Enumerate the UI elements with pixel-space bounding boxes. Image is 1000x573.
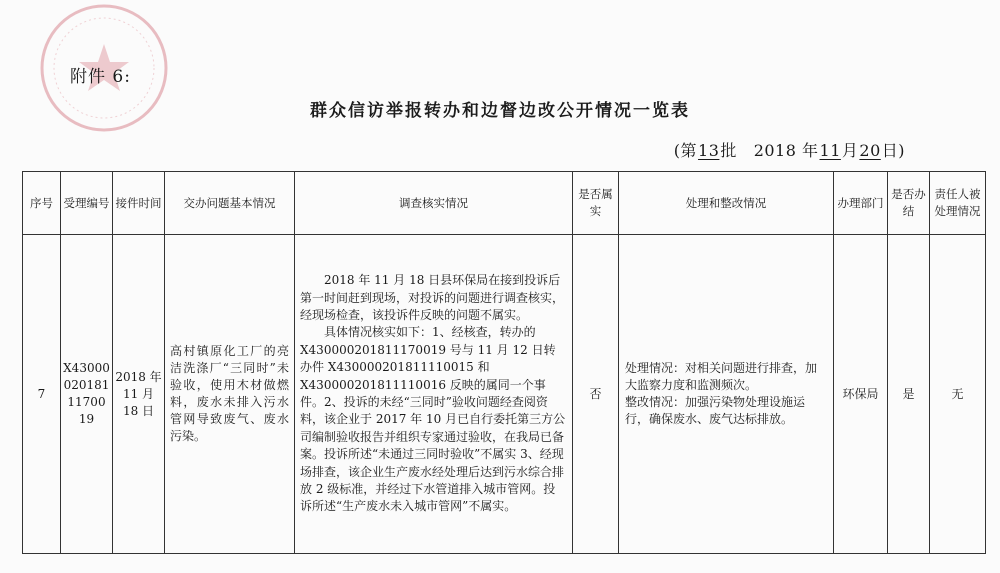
cell-investigation [295,235,573,554]
col-header-handling: 处理和整改情况 [619,172,834,235]
col-header-department: 办理部门 [834,172,888,235]
cell-responsible: 无 [930,235,986,554]
month-suffix: 月 [841,141,859,160]
cell-basic: 高村镇原化工厂的亮洁洗涤厂“三同时”未验收，使用木材做燃料，废水未排入污水管网导致废气、废水污染。 [165,235,295,554]
cell-department: 环保局 [834,235,888,554]
col-header-responsible: 责任人被处理情况 [930,172,986,235]
investigation-paragraph-2: 具体情况核实如下：1、经核查，转办的 X430000201811170019 号与 11 月 12 日转办件 X430000201811110015 和 X430000201811110016 反映的属同一个事件。2、投诉的未经“三同时”验收问题经查阅资料，该企业于 2017 年 10 月已自行委托第三方公司编制验收报告并组织专家通过验收，在我局已备案。投诉所述“未通过三同时验收”不属实 3、经现场排查，该企业生产废水经处理后达到污水综合排放 2 级标准，并经过下水管道排入城市管网。投诉所述“生产废水未入城市管网”不属实。 [300,325,566,514]
cell-case-no: X4300002018111700 19 [61,235,113,554]
batch-date-line [674,138,905,161]
complaint-table [22,171,986,554]
col-header-completed: 是否办结 [888,172,930,235]
col-header-case-no: 受理编号 [61,172,113,235]
col-header-verified: 是否属实 [573,172,619,235]
table-header-row [23,172,986,235]
year-suffix: 年 [802,141,819,160]
investigation-paragraph-1: 2018 年 11 月 18 日县环保局在接到投诉后第一时间赶到现场，对投诉的问题进行调查核实，经现场检查，该投诉件反映的问题不属实。 [300,273,565,322]
batch-month: 11 [819,141,841,160]
col-header-investigation: 调查核实情况 [295,172,573,235]
col-header-basic: 交办问题基本情况 [165,172,295,235]
cell-index: 7 [23,235,61,554]
cell-completed: 是 [888,235,930,554]
col-header-index: 序号 [23,172,61,235]
batch-number: 13 [698,141,720,160]
cell-verified: 否 [573,235,619,554]
col-header-received: 接件时间 [113,172,165,235]
batch-open: (第 [673,141,698,160]
handling-line-1: 处理情况：对相关问题进行排查，加大监察力度和监测频次。 [625,361,818,392]
table-row [23,235,986,554]
batch-suffix: 批 [720,141,737,160]
handling-line-2: 整改情况：加强污染物处理设施运行，确保废水、废气达标排放。 [625,395,806,426]
batch-day: 20 [859,141,881,160]
cell-handling [619,235,834,554]
cell-received: 2018 年 11 月 18 日 [113,235,165,554]
day-suffix: 日) [881,141,905,160]
page-title: 群众信访举报转办和边督边改公开情况一览表 [310,101,690,121]
annex-label: 附件 6: [70,67,131,87]
batch-year: 2018 [753,141,797,160]
